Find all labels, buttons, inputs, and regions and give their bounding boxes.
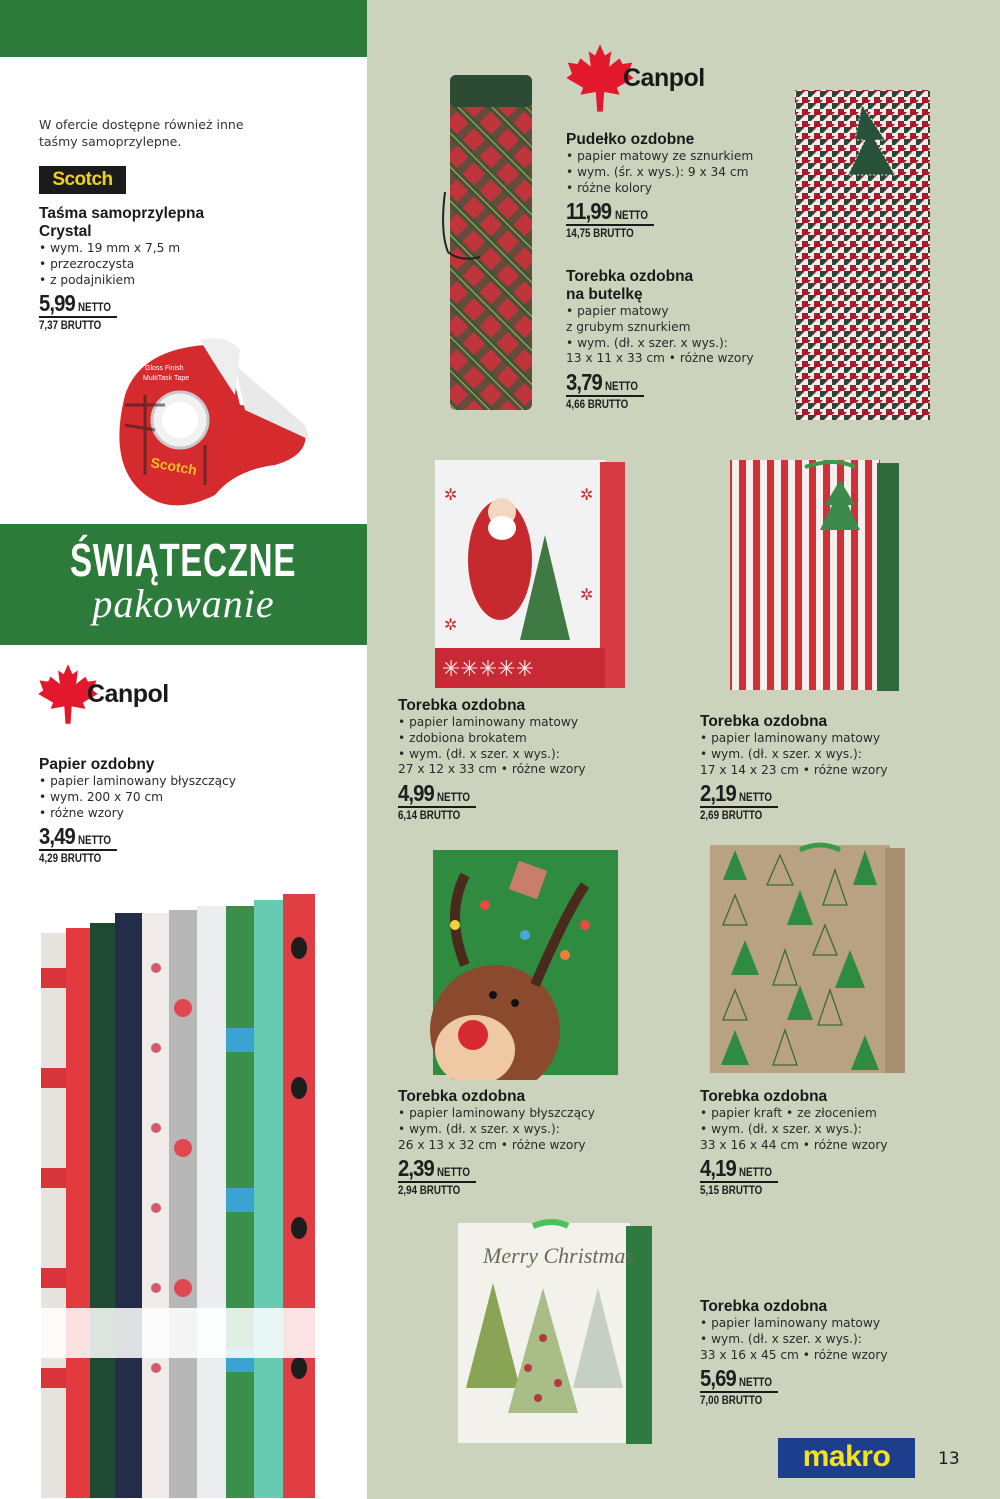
spec-line: 27 x 12 x 33 cm • różne wzory: [398, 762, 586, 777]
spec-line: • wym. (dł. x szer. x wys.):: [700, 1121, 862, 1136]
price-netto: [398, 781, 476, 808]
product-merry-christmas-bag: [700, 1298, 888, 1407]
houndstooth-bottle-bag-image: [790, 85, 935, 425]
product-kraft-bag: [700, 1088, 888, 1197]
product-bottle-bag: [566, 268, 754, 411]
product-title: Pudełko ozdobne: [566, 131, 695, 148]
spec-line: • papier kraft • ze złoceniem: [700, 1106, 877, 1120]
spec-line: • papier matowy ze sznurkiem: [566, 149, 754, 163]
wrapping-paper-rolls-image: [36, 888, 326, 1498]
price-brutto: 4,66 BRUTTO: [566, 399, 629, 412]
price-netto: [39, 291, 117, 318]
spec-line: • różne wzory: [39, 805, 124, 820]
santa-gift-bag-image: [430, 450, 630, 695]
merry-christmas-gift-bag-image: [448, 1218, 658, 1448]
svg-text:✲: ✲: [580, 585, 594, 604]
price-brutto: 4,29 BRUTTO: [39, 853, 102, 866]
canpol-wordmark: Canpol: [623, 63, 705, 92]
product-reindeer-bag: [398, 1088, 595, 1197]
netto-label: NETTO: [436, 792, 470, 805]
price-brutto: 7,37 BRUTTO: [39, 320, 102, 333]
price-brutto: 7,00 BRUTTO: [700, 1395, 763, 1408]
product-title-line2: na butelkę: [566, 286, 643, 303]
price-amount: 3,79: [566, 369, 602, 396]
spec-line: 33 x 16 x 45 cm • różne wzory: [700, 1347, 888, 1362]
svg-text:✲: ✲: [444, 615, 458, 634]
price-amount: 5,99: [39, 290, 75, 317]
netto-label: NETTO: [615, 210, 649, 223]
price-amount: 2,39: [398, 1155, 434, 1182]
netto-label: NETTO: [738, 1167, 772, 1180]
price-amount: 5,69: [700, 1365, 736, 1392]
product-title: Torebka ozdobna: [700, 1298, 828, 1315]
product-wrapping-paper: [39, 756, 236, 865]
spec-line: • papier laminowany matowy: [700, 1316, 881, 1330]
spec-line: • wym. 19 mm x 7,5 m: [39, 241, 181, 255]
price-netto: [700, 781, 778, 808]
spec-line: • zdobiona brokatem: [398, 730, 527, 745]
price-amount: 2,19: [700, 780, 736, 807]
merry-christmas-text: Merry Christmas: [483, 1243, 634, 1268]
netto-label: NETTO: [738, 792, 772, 805]
spec-line: • wym. 200 x 70 cm: [39, 789, 164, 804]
banner-subtitle: pakowanie: [92, 581, 275, 626]
striped-gift-bag-image: [725, 455, 905, 695]
price-brutto: 2,94 BRUTTO: [398, 1185, 461, 1198]
spec-line: • wym. (dł. x szer. x wys.):: [398, 1121, 560, 1136]
product-title: Torebka ozdobna: [700, 713, 828, 730]
netto-label: NETTO: [77, 302, 111, 315]
product-tape: [39, 205, 204, 332]
price-amount: 4,19: [700, 1155, 736, 1182]
spec-line: • wym. (dł. x szer. x wys.):: [700, 1331, 862, 1346]
price-netto: [566, 370, 644, 397]
netto-label: NETTO: [738, 1377, 772, 1390]
netto-label: NETTO: [436, 1167, 470, 1180]
netto-label: NETTO: [604, 381, 638, 394]
spec-line: • wym. (dł. x szer. x wys.):: [566, 335, 728, 350]
reindeer-gift-bag-image: [425, 845, 630, 1080]
banner-title: ŚWIĄTECZNE: [70, 534, 297, 586]
spec-line: • wym. (dł. x szer. x wys.):: [700, 746, 862, 761]
product-title: Papier ozdobny: [39, 756, 155, 773]
spec-line: • z podajnikiem: [39, 272, 136, 287]
price-brutto: 2,69 BRUTTO: [700, 810, 763, 823]
spec-line: 17 x 14 x 23 cm • różne wzory: [700, 762, 888, 777]
spec-line: • papier laminowany matowy: [398, 715, 579, 729]
svg-text:MultiTask Tape: MultiTask Tape: [143, 375, 190, 382]
product-title-line2: Crystal: [39, 223, 92, 240]
spec-line: • przezroczysta: [39, 256, 135, 271]
price-netto: [39, 824, 117, 851]
product-title: Taśma samoprzylepna: [39, 205, 205, 222]
spec-line: 33 x 16 x 44 cm • różne wzory: [700, 1137, 888, 1152]
netto-label: NETTO: [77, 835, 111, 848]
product-title: Torebka ozdobna: [700, 1088, 828, 1105]
price-netto: [398, 1156, 476, 1183]
price-netto: [700, 1156, 778, 1183]
top-green-band: [0, 0, 367, 57]
makro-logo: makro: [778, 1438, 915, 1478]
canpol-wordmark: Canpol: [87, 679, 169, 708]
price-amount: 11,99: [566, 198, 612, 225]
price-brutto: 6,14 BRUTTO: [398, 810, 461, 823]
canpol-logo: [565, 43, 705, 113]
spec-line: • wym. (śr. x wys.): 9 x 34 cm: [566, 164, 749, 179]
spec-line: z grubym sznurkiem: [566, 319, 691, 334]
price-brutto: 14,75 BRUTTO: [566, 228, 634, 241]
svg-text:Scotch: Scotch: [149, 454, 199, 479]
price-netto: [566, 199, 654, 226]
availability-note: W ofercie dostępne również inne taśmy samoprzylepne.: [39, 117, 244, 149]
product-title: Torebka ozdobna: [398, 697, 526, 714]
product-title: Torebka ozdobna: [566, 268, 694, 285]
svg-text:Gloss Finish: Gloss Finish: [145, 365, 184, 372]
spec-line: • papier laminowany błyszczący: [39, 774, 236, 788]
svg-text:✲: ✲: [444, 485, 458, 504]
product-santa-bag: [398, 697, 586, 822]
plaid-gift-tube-image: [440, 72, 540, 412]
price-netto: [700, 1366, 778, 1393]
price-amount: 4,99: [398, 780, 434, 807]
kraft-tree-gift-bag-image: [705, 840, 910, 1085]
spec-line: • papier matowy: [566, 304, 669, 318]
seasonal-banner: [0, 524, 367, 645]
scotch-logo: Scotch: [39, 166, 126, 194]
spec-line: • różne kolory: [566, 180, 652, 195]
product-title: Torebka ozdobna: [398, 1088, 526, 1105]
product-gift-tube: [566, 131, 753, 240]
canpol-logo: [37, 663, 169, 725]
spec-line: 26 x 13 x 32 cm • różne wzory: [398, 1137, 586, 1152]
spec-line: • papier laminowany błyszczący: [398, 1106, 595, 1120]
price-brutto: 5,15 BRUTTO: [700, 1185, 763, 1198]
spec-line: 13 x 11 x 33 cm • różne wzory: [566, 351, 754, 366]
page-number: 13: [938, 1449, 960, 1469]
svg-text:✲: ✲: [580, 485, 594, 504]
product-striped-bag: [700, 713, 888, 822]
svg-text:✳✳✳✳✳: ✳✳✳✳✳: [442, 657, 535, 682]
spec-line: • papier laminowany matowy: [700, 731, 881, 745]
tape-dispenser-image: [105, 335, 335, 515]
spec-line: • wym. (dł. x szer. x wys.):: [398, 746, 560, 761]
price-amount: 3,49: [39, 823, 75, 850]
